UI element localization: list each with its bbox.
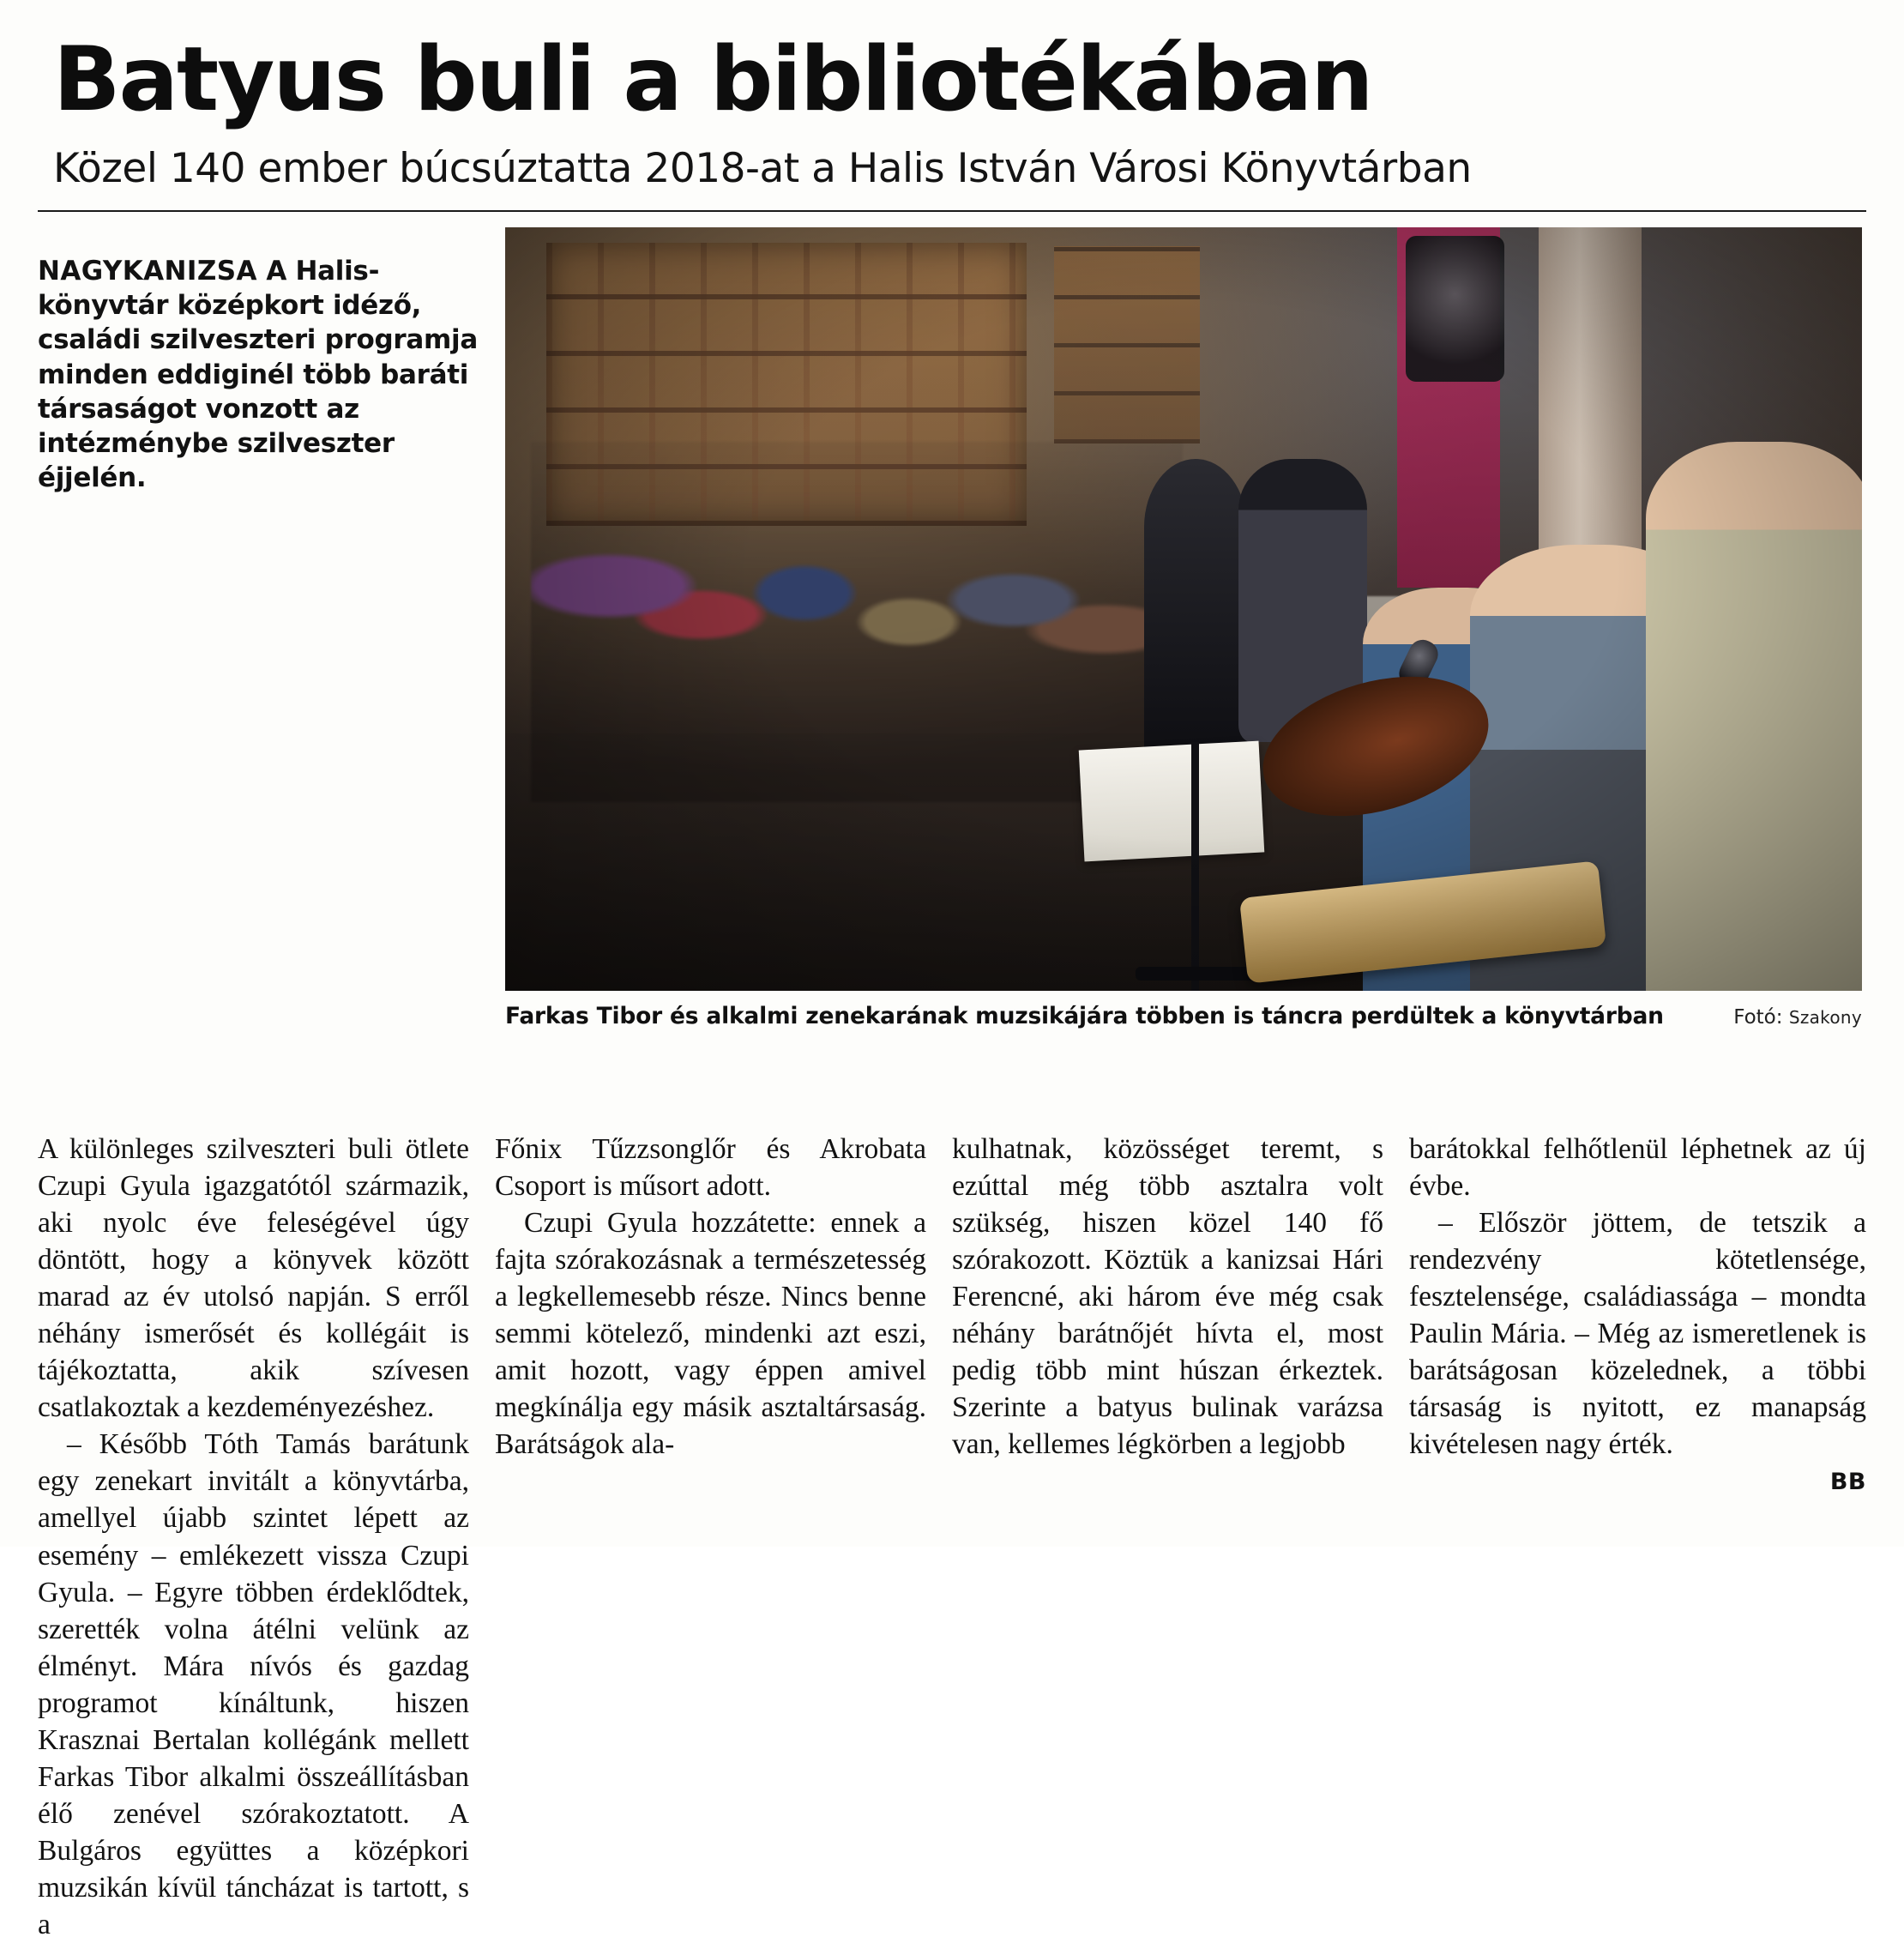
article-column-3 bbox=[952, 1131, 1409, 1943]
photo-credit-name: Szakony bbox=[1788, 1006, 1862, 1028]
paragraph: Főnix Tűzzsonglőr és Akrobata Csoport is műsort adott. bbox=[495, 1133, 926, 1203]
paragraph: – Először jöttem, de tetszik a rendezvény kötetlensége, fesztelensége, családiassága – mondta Paulin Mária. – Még az ismeretlenek is barátságosan közelednek, a többi társaság is nyitott, ez manapság kivételesen nagy érték. bbox=[1409, 1207, 1866, 1461]
paragraph: barátokkal felhőtlenül léphetnek az új évbe. bbox=[1409, 1133, 1866, 1203]
photo-caption: Farkas Tibor és alkalmi zenekarának muzsikájára többen is táncra perdültek a könyvtárban bbox=[505, 1002, 1664, 1029]
article-body-columns bbox=[38, 1131, 1866, 1943]
photo-vignette bbox=[505, 227, 1862, 991]
article-lead bbox=[38, 254, 483, 496]
lead-column bbox=[38, 227, 505, 522]
article-photo-wrap bbox=[505, 227, 1865, 991]
lead-text: A Halis-könyvtár középkort idéző, családi szilveszteri programja minden eddiginél több baráti társaságot vonzott az intézménybe szilveszter éjjelén. bbox=[38, 255, 478, 494]
photo-column bbox=[505, 227, 1865, 1029]
paragraph: – Később Tóth Tamás barátunk egy zenekart invitált a könyvtárba, amellyel újabb szintet lépett az esemény – emlékezett vissza Czupi Gyula. – Egyre többen érdeklődtek, szerették volna átélni velünk az élményt. Mára nívós és gazdag programot kínáltunk, hiszen Krasznai Bertalan kollégánk mellett Farkas Tibor alkalmi összeállításban élő zenével szórakoztatott. A Bulgáros együttes a középkori muzsikán kívül táncházat is tartott, s a bbox=[38, 1428, 469, 1940]
article-column-4 bbox=[1409, 1131, 1866, 1943]
paragraph: kulhatnak, közösséget teremt, s ezúttal még több asztalra volt szükség, hiszen közel 140 fő szórakozott. Köztük a kanizsai Hári Ferencné, aki három éve még csak néhány barátnőjét hívta el, most pedig több mint húszan érkeztek. Szerinte a batyus bulinak varázsa van, kellemes légkörben a legjobb bbox=[952, 1133, 1383, 1461]
paragraph: A különleges szilveszteri buli ötlete Czupi Gyula igazgatótól származik, aki nyolc éve feleségével úgy döntött, hogy a könyvek között marad az év utolsó napján. S erről néhány ismerősét és kollégáit is tájékoztatta, akik szívesen csatlakoztak a kezdeményezéshez. bbox=[38, 1133, 469, 1424]
photo-caption-row bbox=[505, 1003, 1862, 1029]
article-photo bbox=[505, 227, 1862, 991]
author-signature: BB bbox=[1829, 1469, 1866, 1496]
article-column-2 bbox=[495, 1131, 952, 1943]
paragraph: Czupi Gyula hozzátette: ennek a fajta szórakozásnak a természetesség a legkellemesebb része. Nincs benne semmi kötelező, mindenki azt eszi, amit hozott, vagy éppen amivel megkínálja egy másik asztaltársaság. Barátságok ala- bbox=[495, 1207, 926, 1461]
dateline-city: NAGYKANIZSA bbox=[38, 255, 257, 287]
header-divider bbox=[38, 210, 1866, 212]
article-subheadline: Közel 140 ember búcsúztatta 2018-at a Halis István Városi Könyvtárban bbox=[53, 145, 1472, 192]
article-top-section bbox=[38, 227, 1866, 1029]
page-title: Batyus buli a bibliotékában bbox=[53, 28, 1372, 131]
photo-credit-label: Fotó: bbox=[1733, 1005, 1783, 1029]
article-column-1 bbox=[38, 1131, 495, 1943]
photo-credit bbox=[1733, 1006, 1862, 1029]
